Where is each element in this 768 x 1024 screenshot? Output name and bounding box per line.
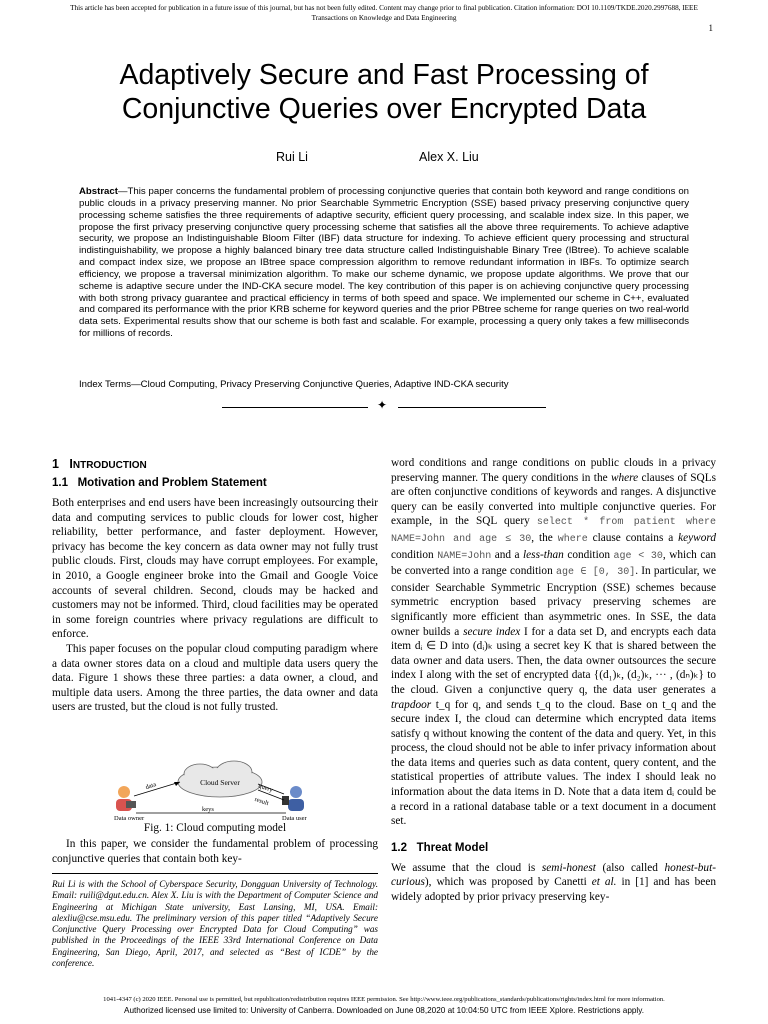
index-terms-label: Index Terms — [79, 379, 132, 390]
data-label: data — [144, 781, 158, 792]
sql-query-code: select * from patient where NAME=John and age ≤ 30 — [391, 517, 716, 545]
text-run: , the — [531, 531, 558, 544]
separator-left — [222, 407, 368, 408]
right-column — [391, 456, 716, 905]
left-column-bottom — [52, 837, 378, 866]
age-range-code: age ∈ [0, 30] — [555, 567, 636, 579]
section-1-title-rest: NTRODUCTION — [72, 460, 147, 471]
abstract-text: —This paper concerns the fundamental problem of processing conjunctive queries that contain both keyword and range conditions on public clouds in a privacy preserving manner. No prior Searchable Symmetric Encryption (SSE) based privacy preserving conjunctive query processing scheme satisfies the three requirements of adaptive security, efficient query processing, and scalable index size. In this paper, we propose the first privacy preserving conjunctive query processing scheme that satisfies all the above three requirements. To achieve adaptive security, we propose an Indistinguishable Bloom Filter (IBF) data structure for indexing. To achieve efficient query processing and structural indistinguishability, we propose a highly balanced binary tree data structure called Indistinguishable Binary Tree (IBtree). To achieve scalable and compact index size, we propose an IBtree space compression algorithm to remove redundant information in IBFs. To optimize search efficiency, we propose a traversal minimization algorithm. To make our scheme dynamic, we propose update algorithms. We prove that our scheme is adaptive secure under the IND-CKA secure model. The key contribution of this paper is on achieving conjunctive query processing with both strong privacy guarantee and practical efficiency in terms of both speed and space. We implemented our scheme in C++, evaluated and compared its performance with the prior KRB scheme for keyword queries and the prior PBtree scheme for range queries on two real-world data sets. Experimental results show that our scheme is both fast and scalable. For example, processing a query only takes a few milliseconds for millions of records. — [79, 186, 689, 340]
separator-right — [398, 407, 546, 408]
abstract — [79, 186, 689, 340]
subsection-1-2-heading — [391, 841, 716, 856]
section-1-heading — [52, 456, 378, 474]
title-line-1: Adaptively Secure and Fast Processing of — [119, 59, 649, 91]
left-column-top — [52, 456, 378, 715]
semi-honest-emphasis: semi-honest — [541, 861, 596, 874]
subsection-1-2-number: 1.2 — [391, 841, 407, 854]
figure-1-caption: Fig. 1: Cloud computing model — [143, 822, 287, 834]
where-code: where — [557, 533, 588, 545]
intro-paragraph-1: Both enterprises and end users have been increasingly outsourcing their data and computing services to public clouds for lower cost, higher reliability, better performance, and faster deployment. However, privacy has become the key concern as data owner may not fully trust public clouds. First, clouds may have corrupt employees. For example, in 2010, a Google engineer broke into the Gmail and Google Voice accounts of several children. Second, clouds may be hacked and customers may not be informed. Third, cloud facilities may be operated in some foreign countries where privacy regulations are difficult to enforce. — [52, 497, 378, 641]
honest-curious-emphasis: honest-but-curious — [391, 861, 716, 889]
index-terms-text: —Cloud Computing, Privacy Preserving Conjunctive Queries, Adaptive IND-CKA security — [131, 379, 509, 390]
keyword-emphasis: keyword — [678, 531, 716, 544]
text-run: in [1] and has been widely adopted by prior privacy preserving key- — [391, 876, 716, 904]
paper-title — [40, 58, 728, 126]
query-label: query — [257, 782, 274, 794]
result-label: result — [253, 796, 270, 808]
cloud-server-label: Cloud Server — [200, 778, 240, 787]
author-2: Alex X. Liu — [419, 150, 479, 164]
abstract-label: Abstract — [79, 186, 118, 197]
name-code: NAME=John — [437, 550, 492, 562]
intro-paragraph-3: In this paper, we consider the fundamental problem of processing conjunctive queries that contain both key- — [52, 838, 378, 865]
author-1: Rui Li — [276, 150, 308, 164]
text-run: condition — [391, 548, 438, 561]
section-1-title-initial: I — [69, 457, 73, 471]
text-run: condition — [563, 548, 614, 561]
title-line-2: Conjunctive Queries over Encrypted Data — [121, 93, 647, 125]
notice-line-1: This article has been accepted for publication in a future issue of this journal, but has not been fully edited. Content may change prior to final publication. Citation information: DOI 10.1109/TKDE.2020.2997688, IEEE — [70, 4, 698, 12]
copyright-notice: 1041-4347 (c) 2020 IEEE. Personal use is permitted, but republication/redistribution requires IEEE permission. See http://www.ieee.org/publications_standards/publications/rights/index.html for more information. — [103, 996, 665, 1003]
text-run: (also called — [595, 861, 665, 874]
footnote-rule — [52, 873, 378, 874]
et-al-emphasis: et al. — [591, 876, 617, 889]
right-paragraph-1 — [391, 456, 716, 829]
subsection-1-1-title: Motivation and Problem Statement — [77, 477, 267, 489]
text-run: clauses of SQLs are often conjunctive conditions of keywords and ranges. A disjunctive query can be easily converted into multiple conjunctive queries. For example, in the SQL query — [391, 471, 716, 528]
license-notice: Authorized licensed use limited to: University of Canberra. Downloaded on June 08,2020 at 10:04:50 UTC from IEEE Xplore. Restrictions apply. — [123, 1006, 645, 1015]
less-than-emphasis: less-than — [523, 548, 564, 561]
intro-paragraph-2: This paper focuses on the popular cloud computing paradigm where a data owner stores data on a cloud and multiple data users query the data. Figure 1 shows these three parties: a data owner, a cloud, and multiple data users. Among the three parties, the data owner and data users are trusted, but the cloud is not fully trusted. — [52, 642, 378, 714]
index-terms — [79, 379, 689, 391]
data-user-label: Data user — [282, 815, 307, 822]
secure-index-emphasis: secure index — [463, 625, 521, 638]
publication-notice — [0, 3, 768, 23]
keys-label: keys — [202, 806, 214, 813]
data-owner-label: Data owner — [114, 815, 145, 822]
text-run: ), which was proposed by Canetti — [424, 876, 592, 889]
data-arrow — [134, 782, 180, 796]
subsection-1-2-title: Threat Model — [416, 841, 489, 854]
text-run: We assume that the cloud is — [391, 861, 542, 874]
threat-model-paragraph — [391, 861, 716, 905]
text-run: clause contains a — [587, 531, 679, 544]
text-run: and a — [491, 548, 524, 561]
data-owner-icon — [116, 786, 136, 811]
text-run: . In particular, we consider Searchable Symmetric Encryption (SSE) schemes because symmetric encryption based privacy preserving schemes are significantly more efficient than asymmetric ones. In SSE, the data owner builds a — [391, 565, 716, 638]
age-code: age < 30 — [613, 550, 663, 562]
data-user-icon — [282, 786, 304, 811]
text-run: , which can be converted into a range condition — [391, 548, 717, 578]
author-footnote: Rui Li is with the School of Cyberspace Security, Dongguan University of Technology. Email: ruili@dgut.edu.cn. Alex X. Liu is with the Department of Computer Science and Engineering at Michigan State university, East Lansing, MI, USA. Email: alexliu@cse.msu.edu. The preliminary version of this paper titled “Adaptively Secure Conjunctive Query Processing over Encrypted Data for Cloud Computing” was published in the Proceedings of the IEEE 33rd International Conference on Data Engineering, San Diego, April, 2017, and selected as “Best of ICDE” by the conference. — [52, 879, 378, 969]
text-run: word conditions and range conditions on public clouds in a privacy preserving manner. The query conditions in the — [391, 457, 716, 484]
notice-line-2: Transactions on Knowledge and Data Engineering — [311, 14, 457, 22]
trapdoor-emphasis: trapdoor — [391, 698, 432, 711]
section-1-number: 1 — [52, 457, 59, 471]
separator-diamond-icon: ✦ — [377, 398, 388, 412]
page-number: 1 — [708, 23, 713, 33]
where-emphasis: where — [610, 471, 639, 484]
subsection-1-1-heading — [52, 476, 378, 491]
text-run: I for a data set D, and encrypts each data item dᵢ ∈ D into (dᵢ)ₖ using a secret key K that is shared between the data owner and data users. Then, the data owner outsources the secure index I along with the set of encrypted data {(d₁)ₖ, (d₂)ₖ, ··· , (dₙ)ₖ} to the cloud. Given a conjunctive query q, the data user generates a — [391, 625, 717, 696]
text-run: t_q for q, and sends t_q to the cloud. Base on t_q and the secure index I, the cloud can determine which encrypted data items satisfy q without knowing the content of the data and query. Yet, in this process, the cloud should not be able to infer privacy information about the data items and queries such as data content, query content, and the statistical properties of attribute values. The index I should leak no information about the data items in D. Note that a data item dᵢ could be a record in a rational database table or a text document in a document set. — [391, 698, 716, 828]
figure-1-diagram — [108, 756, 328, 822]
subsection-1-1-number: 1.1 — [52, 477, 68, 489]
